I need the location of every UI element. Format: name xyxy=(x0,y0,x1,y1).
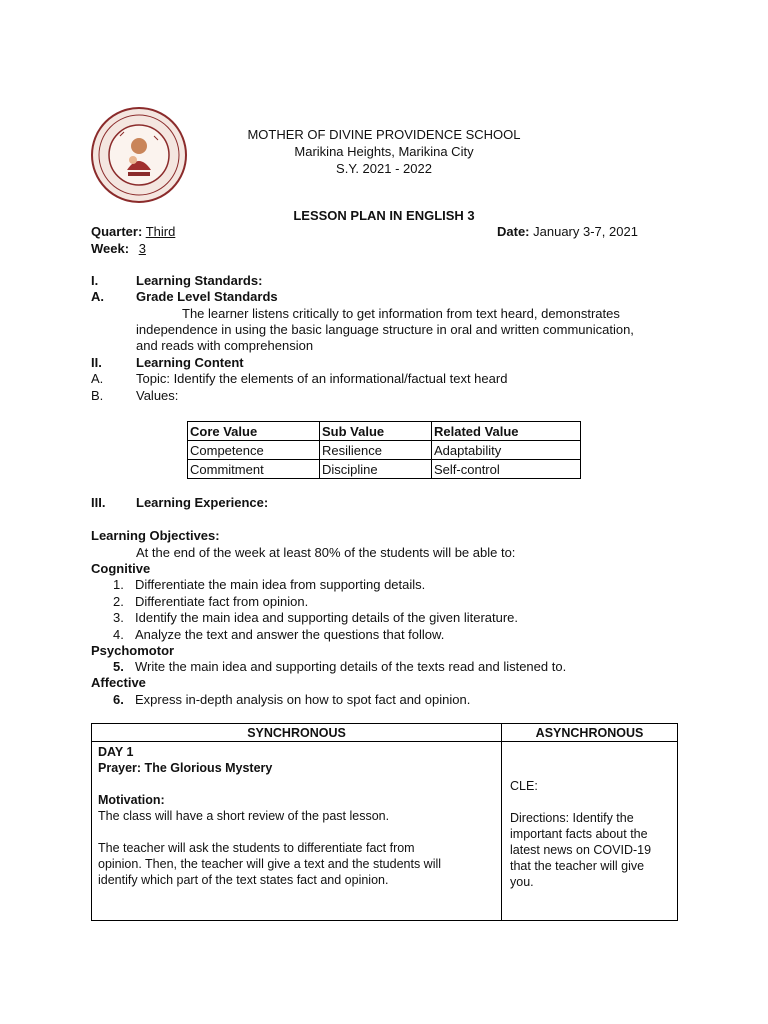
objectives-intro: At the end of the week at least 80% of the students will be able to: xyxy=(136,545,516,560)
async-direction-line: you. xyxy=(510,875,534,889)
values-cell: Self-control xyxy=(432,460,581,479)
async-direction-line: important facts about the xyxy=(510,827,648,841)
section-3-number: III. xyxy=(91,495,106,510)
list-item xyxy=(113,577,425,592)
section-2a-number: A. xyxy=(91,371,104,386)
header-synchronous: SYNCHRONOUS xyxy=(92,724,502,742)
affective-heading: Affective xyxy=(91,675,146,690)
week-line xyxy=(91,241,146,256)
values-cell: Adaptability xyxy=(432,441,581,460)
list-text: Differentiate fact from opinion. xyxy=(135,594,309,609)
week-value: 3 xyxy=(138,241,146,256)
list-item xyxy=(113,627,444,642)
asynchronous-cell xyxy=(502,742,678,921)
plan-table-header xyxy=(92,724,678,742)
table-row xyxy=(188,460,581,479)
list-number: 3. xyxy=(113,610,124,625)
standards-line-2: independence in using the basic language structure in oral and written communication, xyxy=(136,322,634,337)
day-label: DAY 1 xyxy=(98,745,134,759)
school-address: Marikina Heights, Marikina City xyxy=(294,144,474,159)
prayer-label: Prayer: The Glorious Mystery xyxy=(98,761,273,775)
list-text: Differentiate the main idea from supporting details. xyxy=(135,577,426,592)
synchronous-cell xyxy=(92,742,502,921)
table-row xyxy=(92,742,678,921)
values-header-related: Related Value xyxy=(432,422,581,441)
motivation-heading: Motivation: xyxy=(98,793,165,807)
values-cell: Competence xyxy=(188,441,320,460)
plan-table xyxy=(91,723,678,921)
section-1a-heading: Grade Level Standards xyxy=(136,289,278,304)
week-label: Week: xyxy=(91,241,130,256)
cle-label: CLE: xyxy=(510,779,538,793)
motivation-text: The class will have a short review of the past lesson. xyxy=(98,809,390,823)
quarter-line xyxy=(91,224,175,239)
list-number: 6. xyxy=(113,692,124,707)
values-header-sub: Sub Value xyxy=(320,422,432,441)
section-1a-number: A. xyxy=(91,289,104,304)
teacher-text-line: The teacher will ask the students to differentiate fact from xyxy=(98,841,415,855)
values-header-core: Core Value xyxy=(188,422,320,441)
values-table-header xyxy=(188,422,581,441)
section-1-heading: Learning Standards: xyxy=(136,273,263,288)
cognitive-heading: Cognitive xyxy=(91,561,151,576)
list-number: 2. xyxy=(113,594,124,609)
date-line xyxy=(497,224,638,239)
objectives-heading: Learning Objectives: xyxy=(91,528,220,543)
section-2-number: II. xyxy=(91,355,102,370)
list-number: 5. xyxy=(113,659,124,674)
async-direction-line: that the teacher will give xyxy=(510,859,645,873)
school-year: S.Y. 2021 - 2022 xyxy=(336,161,432,176)
list-item xyxy=(113,594,308,609)
standards-line-3: and reads with comprehension xyxy=(136,338,314,353)
date-label: Date: xyxy=(497,224,530,239)
values-cell: Discipline xyxy=(320,460,432,479)
values-label: Values: xyxy=(136,388,179,403)
list-text: Analyze the text and answer the questions that follow. xyxy=(135,627,445,642)
section-1-number: I. xyxy=(91,273,99,288)
list-text: Identify the main idea and supporting details of the given literature. xyxy=(135,610,519,625)
list-item xyxy=(113,692,470,707)
values-cell: Commitment xyxy=(188,460,320,479)
values-table xyxy=(187,421,581,479)
list-item xyxy=(113,659,566,674)
standards-line-1: The learner listens critically to get information from text heard, demonstrates xyxy=(182,306,620,321)
section-2-heading: Learning Content xyxy=(136,355,244,370)
teacher-text-line: identify which part of the text states fact and opinion. xyxy=(98,873,389,887)
table-row xyxy=(188,441,581,460)
async-direction-line: latest news on COVID-19 xyxy=(510,843,652,857)
header-asynchronous: ASYNCHRONOUS xyxy=(502,724,678,742)
document-title: LESSON PLAN IN ENGLISH 3 xyxy=(293,208,475,223)
psychomotor-heading: Psychomotor xyxy=(91,643,175,658)
list-item xyxy=(113,610,518,625)
values-cell: Resilience xyxy=(320,441,432,460)
list-text: Express in-depth analysis on how to spot fact and opinion. xyxy=(135,692,471,707)
quarter-label: Quarter: xyxy=(91,224,143,239)
quarter-value: Third xyxy=(145,224,176,239)
list-text: Write the main idea and supporting details of the texts read and listened to. xyxy=(135,659,567,674)
teacher-text-line: opinion. Then, the teacher will give a text and the students will xyxy=(98,857,442,871)
date-value: January 3-7, 2021 xyxy=(533,224,638,239)
school-name: MOTHER OF DIVINE PROVIDENCE SCHOOL xyxy=(247,127,521,142)
section-2b-number: B. xyxy=(91,388,104,403)
topic-text: Topic: Identify the elements of an informational/factual text heard xyxy=(136,371,508,386)
section-3-heading: Learning Experience: xyxy=(136,495,269,510)
list-number: 1. xyxy=(113,577,124,592)
list-number: 4. xyxy=(113,627,124,642)
async-direction-line: Directions: Identify the xyxy=(510,811,634,825)
